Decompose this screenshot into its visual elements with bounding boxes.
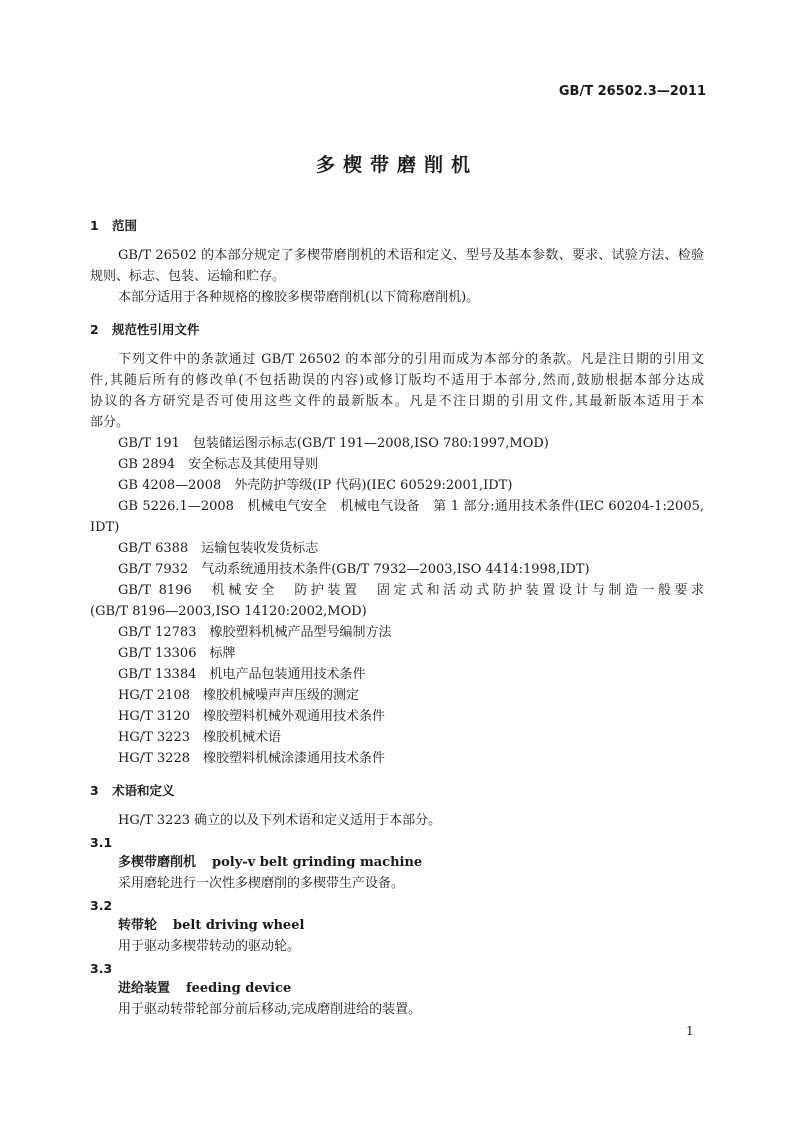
term-english: belt driving wheel — [173, 918, 305, 933]
document-title: 多楔带磨削机 — [315, 154, 478, 176]
reference-item: GB/T 12783 橡胶塑料机械产品型号编制方法 — [118, 625, 392, 640]
reference-item-continuation: (GB/T 8196—2003,ISO 14120:2002,MOD) — [90, 604, 367, 619]
term-entry — [118, 853, 422, 873]
section-title: 术语和定义 — [112, 783, 175, 798]
term-definition: 用于驱动多楔带转动的驱动轮。 — [118, 939, 301, 954]
term-definition: 用于驱动转带轮部分前后移动,完成磨削进给的装置。 — [118, 1002, 422, 1017]
reference-item-continuation: IDT) — [90, 520, 120, 535]
paragraph-line: HG/T 3223 确立的以及下列术语和定义适用于本部分。 — [118, 813, 442, 828]
term-number: 3.1 — [90, 835, 113, 850]
paragraph-line: 本部分适用于各种规格的橡胶多楔带磨削机(以下简称磨削机)。 — [118, 290, 480, 305]
paragraph-line: 协议的各方研究是否可使用这些文件的最新版本。凡是不注日期的引用文件,其最新版本适用于本 — [90, 394, 704, 409]
section-2-heading — [90, 320, 200, 340]
section-title: 规范性引用文件 — [112, 322, 200, 337]
term-entry — [118, 916, 304, 936]
reference-item: GB/T 8196 机械安全 防护装置 固定式和活动式防护装置设计与制造一般要求 — [118, 583, 704, 598]
term-english: poly-v belt grinding machine — [212, 855, 423, 870]
term-chinese: 转带轮 — [118, 918, 158, 933]
reference-item: HG/T 3223 橡胶机械术语 — [118, 730, 281, 745]
section-number: 1 — [90, 218, 99, 233]
term-chinese: 多楔带磨削机 — [118, 855, 197, 870]
term-definition: 采用磨轮进行一次性多楔磨削的多楔带生产设备。 — [118, 876, 405, 891]
section-title: 范围 — [112, 218, 138, 233]
page-number: 1 — [686, 1024, 694, 1038]
reference-item: GB/T 191 包装储运图示标志(GB/T 191—2008,ISO 780:1997,MOD) — [118, 436, 549, 451]
paragraph-line: 规则、标志、包装、运输和贮存。 — [90, 269, 286, 284]
reference-item: HG/T 3120 橡胶塑料机械外观通用技术条件 — [118, 709, 385, 724]
paragraph-line: 部分。 — [90, 415, 130, 430]
paragraph-line: 下列文件中的条款通过 GB/T 26502 的本部分的引用而成为本部分的条款。凡是注日期的引用文 — [118, 352, 704, 367]
standard-number: GB/T 26502.3—2011 — [558, 84, 706, 99]
term-entry — [118, 979, 291, 999]
reference-item: GB/T 6388 运输包装收发货标志 — [118, 541, 319, 556]
reference-item: GB/T 13306 标牌 — [118, 646, 236, 661]
term-chinese: 进给装置 — [118, 981, 171, 996]
paragraph-line: 件,其随后所有的修改单(不包括勘误的内容)或修订版均不适用于本部分,然而,鼓励根据本部分达成 — [90, 373, 704, 388]
reference-item: HG/T 2108 橡胶机械噪声声压级的测定 — [118, 688, 359, 703]
section-number: 2 — [90, 322, 99, 337]
term-number: 3.3 — [90, 961, 113, 976]
reference-item: GB/T 7932 气动系统通用技术条件(GB/T 7932—2003,ISO 4414:1998,IDT) — [118, 562, 590, 577]
section-number: 3 — [90, 783, 99, 798]
term-number: 3.2 — [90, 898, 113, 913]
paragraph-line: GB/T 26502 的本部分规定了多楔带磨削机的术语和定义、型号及基本参数、要求、试验方法、检验 — [118, 248, 704, 263]
reference-item: GB/T 13384 机电产品包装通用技术条件 — [118, 667, 366, 682]
reference-item: GB 4208—2008 外壳防护等级(IP 代码)(IEC 60529:2001,IDT) — [118, 478, 513, 493]
section-3-heading — [90, 781, 175, 801]
reference-item: GB 2894 安全标志及其使用导则 — [118, 457, 319, 472]
section-1-heading — [90, 216, 137, 236]
reference-item: GB 5226.1—2008 机械电气安全 机械电气设备 第 1 部分:通用技术条件(IEC 60204-1:2005, — [118, 499, 704, 514]
term-english: feeding device — [186, 981, 292, 996]
reference-item: HG/T 3228 橡胶塑料机械涂漆通用技术条件 — [118, 751, 385, 766]
